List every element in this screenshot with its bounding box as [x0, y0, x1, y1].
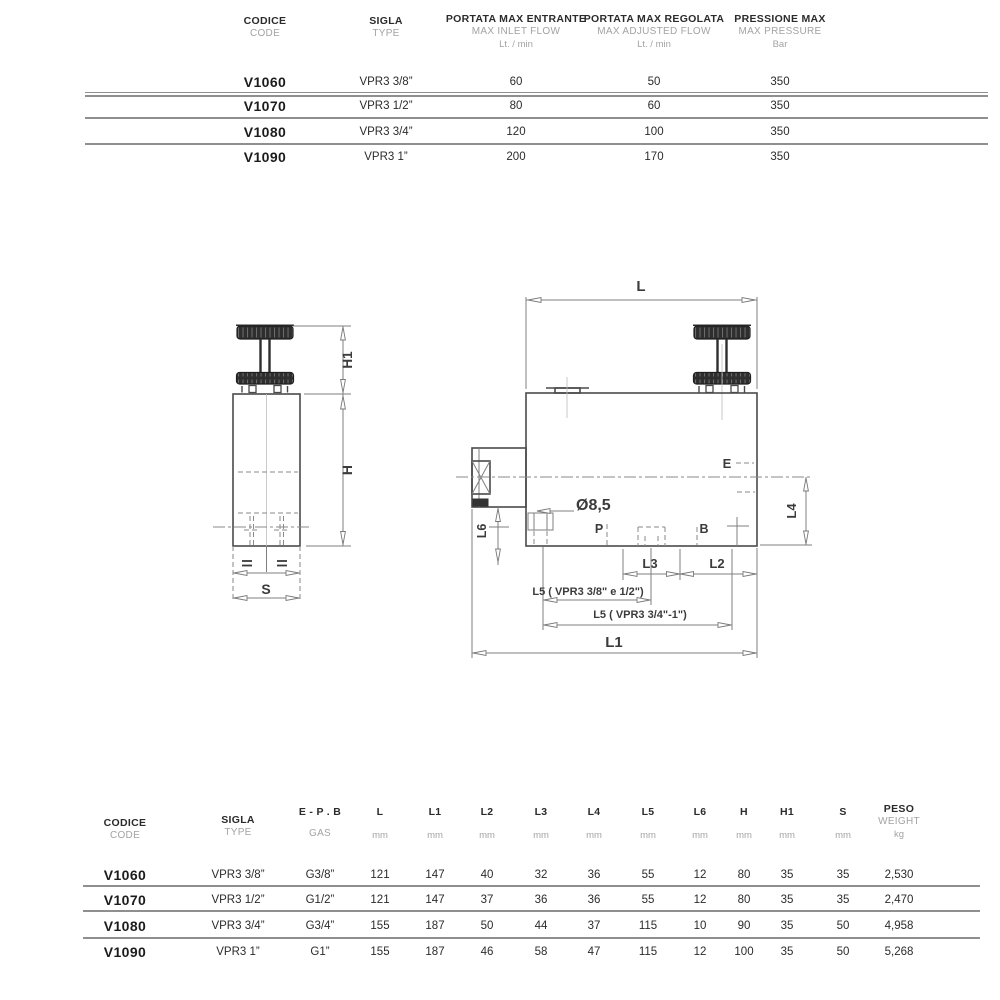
header-unit: mm — [372, 830, 388, 841]
header-unit: mm — [692, 830, 708, 841]
table-row — [0, 945, 1000, 961]
cell-h1: 35 — [780, 920, 794, 932]
cell-l4: 36 — [587, 894, 601, 906]
header-label: SIGLA — [221, 814, 255, 826]
cell-h1: 35 — [780, 894, 794, 906]
cell-weight: 5,268 — [884, 946, 914, 958]
cell-s: 35 — [836, 894, 850, 906]
table-row — [0, 868, 1000, 884]
cell-code: V1070 — [103, 892, 147, 908]
cell-l6: 12 — [693, 946, 707, 958]
dim-header-peso — [854, 803, 944, 840]
header-label: H — [740, 806, 748, 818]
header-label: L — [376, 806, 384, 818]
cell-type: VPR3 3/4” — [211, 920, 265, 932]
header-unit: mm — [835, 830, 851, 841]
cell-code: V1060 — [243, 74, 287, 90]
header-unit: mm — [533, 830, 549, 841]
cell-inlet: 120 — [506, 126, 526, 138]
cell-l5: 55 — [641, 894, 655, 906]
header-sublabel: MAX ADJUSTED FLOW — [597, 26, 711, 37]
dim-label-diameter: Ø8,5 — [576, 497, 611, 514]
row-divider — [83, 937, 980, 939]
cell-h1: 35 — [780, 869, 794, 881]
port-label-b: B — [699, 522, 709, 536]
cell-weight: 2,530 — [884, 869, 914, 881]
cell-type: VPR3 3/8” — [211, 869, 265, 881]
cell-l2: 40 — [480, 869, 494, 881]
cell-l: 155 — [370, 920, 390, 932]
cell-type: VPR3 1” — [364, 151, 408, 163]
cell-adjusted: 170 — [644, 151, 664, 163]
cell-l4: 36 — [587, 869, 601, 881]
cell-h: 100 — [734, 946, 754, 958]
header-label: CODICE — [243, 15, 287, 27]
cell-s: 50 — [836, 920, 850, 932]
cell-inlet: 60 — [509, 76, 523, 88]
header-label: PRESSIONE MAX — [734, 13, 826, 25]
dim-label-l: L — [636, 278, 646, 295]
cell-l2: 46 — [480, 946, 494, 958]
equal-spacing-marks — [242, 561, 287, 566]
header-unit: mm — [736, 830, 752, 841]
cell-l: 155 — [370, 946, 390, 958]
pilot-cap — [555, 388, 580, 393]
header-sublabel: MAX PRESSURE — [738, 26, 822, 37]
port-label-p: P — [594, 522, 604, 536]
header-label: PESO — [883, 803, 915, 815]
dim-label-l5-small: L5 ( VPR3 3/8" e 1/2") — [532, 586, 644, 598]
cell-type: VPR3 1” — [216, 946, 260, 958]
row-divider — [83, 910, 980, 912]
header-label: L5 — [641, 806, 655, 818]
cell-pressure: 350 — [770, 76, 790, 88]
table-row — [0, 919, 1000, 935]
header-unit: kg — [893, 829, 905, 840]
dim-header-codice — [75, 817, 175, 842]
header-label: L6 — [693, 806, 707, 818]
header-label: PORTATA MAX ENTRANTE — [445, 13, 587, 25]
dim-label-l6: L6 — [475, 523, 489, 539]
cell-l3: 44 — [534, 920, 548, 932]
cell-code: V1090 — [243, 149, 287, 165]
cell-type: VPR3 3/8” — [359, 76, 413, 88]
dim-header-sigla — [183, 814, 293, 839]
cell-type: VPR3 1/2” — [359, 100, 413, 112]
header-unit: Lt. / min — [637, 39, 671, 50]
adjustment-knob-icon — [236, 325, 294, 392]
cell-weight: 4,958 — [884, 920, 914, 932]
dim-label-e: E — [722, 456, 732, 471]
cell-l4: 37 — [587, 920, 601, 932]
cell-h1: 35 — [780, 946, 794, 958]
header-sublabel: MAX INLET FLOW — [471, 26, 561, 37]
cell-code: V1080 — [243, 124, 287, 140]
dim-label-l4: L4 — [784, 503, 799, 519]
header-sublabel: WEIGHT — [878, 816, 920, 827]
cell-h: 80 — [737, 869, 751, 881]
header-unit: Bar — [772, 39, 788, 50]
cell-adjusted: 50 — [647, 76, 661, 88]
cell-code: V1070 — [243, 98, 287, 114]
header-label: L4 — [587, 806, 601, 818]
dim-label-l3: L3 — [642, 556, 658, 571]
dim-label-s: S — [261, 581, 271, 597]
cell-l3: 32 — [534, 869, 548, 881]
header-label: PORTATA MAX REGOLATA — [583, 13, 725, 25]
header-label: SIGLA — [369, 15, 403, 27]
cell-inlet: 200 — [506, 151, 526, 163]
header-unit: mm — [640, 830, 656, 841]
header-unit: mm — [586, 830, 602, 841]
cell-l2: 37 — [480, 894, 494, 906]
cell-l5: 115 — [638, 920, 658, 932]
cell-gas: G1” — [310, 946, 330, 958]
cell-code: V1080 — [103, 918, 147, 934]
row-divider — [83, 885, 980, 887]
cell-code: V1060 — [103, 867, 147, 883]
header-label: S — [839, 806, 847, 818]
header-label: CODICE — [103, 817, 147, 829]
cell-weight: 2,470 — [884, 894, 914, 906]
header-unit: Lt. / min — [499, 39, 533, 50]
header-sublabel: CODE — [249, 28, 281, 39]
cell-l1: 187 — [425, 920, 445, 932]
cell-type: VPR3 3/4” — [359, 126, 413, 138]
cell-adjusted: 100 — [644, 126, 664, 138]
cell-l3: 58 — [534, 946, 548, 958]
cell-pressure: 350 — [770, 100, 790, 112]
side-view — [213, 325, 355, 601]
dim-label-h1: H1 — [340, 351, 355, 369]
header-unit: mm — [479, 830, 495, 841]
cell-inlet: 80 — [509, 100, 523, 112]
cell-l3: 36 — [534, 894, 548, 906]
cell-l1: 187 — [425, 946, 445, 958]
dim-label-l2: L2 — [709, 556, 725, 571]
cell-l1: 147 — [425, 894, 445, 906]
cell-l2: 50 — [480, 920, 494, 932]
cell-l6: 12 — [693, 894, 707, 906]
dim-label-l1: L1 — [605, 634, 623, 651]
cell-adjusted: 60 — [647, 100, 661, 112]
cell-type: VPR3 1/2” — [211, 894, 265, 906]
dim-label-h: H — [339, 464, 355, 476]
cell-l4: 47 — [587, 946, 601, 958]
cell-gas: G1/2” — [305, 894, 335, 906]
dimensions-table — [0, 780, 1000, 1000]
cell-pressure: 350 — [770, 151, 790, 163]
header-sublabel: TYPE — [224, 827, 252, 838]
dim-label-l5-large: L5 ( VPR3 3/4"-1") — [593, 609, 687, 621]
cell-code: V1090 — [103, 944, 147, 960]
cell-l6: 12 — [693, 869, 707, 881]
header-sublabel: GAS — [308, 828, 332, 839]
header-label: E - P . B — [298, 806, 342, 818]
header-label: L1 — [428, 806, 442, 818]
cell-gas: G3/8” — [305, 869, 335, 881]
header-sublabel: CODE — [109, 830, 141, 841]
header-label: L3 — [534, 806, 548, 818]
cell-s: 35 — [836, 869, 850, 881]
cell-h: 90 — [737, 920, 751, 932]
front-view — [456, 278, 812, 658]
cell-l5: 115 — [638, 946, 658, 958]
header-label: H1 — [779, 806, 795, 818]
cell-s: 50 — [836, 946, 850, 958]
seal-mark — [473, 499, 489, 507]
cell-l: 121 — [370, 869, 390, 881]
cell-l: 121 — [370, 894, 390, 906]
header-unit: mm — [427, 830, 443, 841]
header-sublabel: TYPE — [372, 28, 400, 39]
table-row — [0, 893, 1000, 909]
header-label: L2 — [480, 806, 494, 818]
header-unit: mm — [779, 830, 795, 841]
mounting-hole — [528, 513, 553, 545]
cell-h: 80 — [737, 894, 751, 906]
cell-l5: 55 — [641, 869, 655, 881]
cell-gas: G3/4” — [305, 920, 335, 932]
cell-l6: 10 — [693, 920, 707, 932]
cell-pressure: 350 — [770, 126, 790, 138]
cell-l1: 147 — [425, 869, 445, 881]
